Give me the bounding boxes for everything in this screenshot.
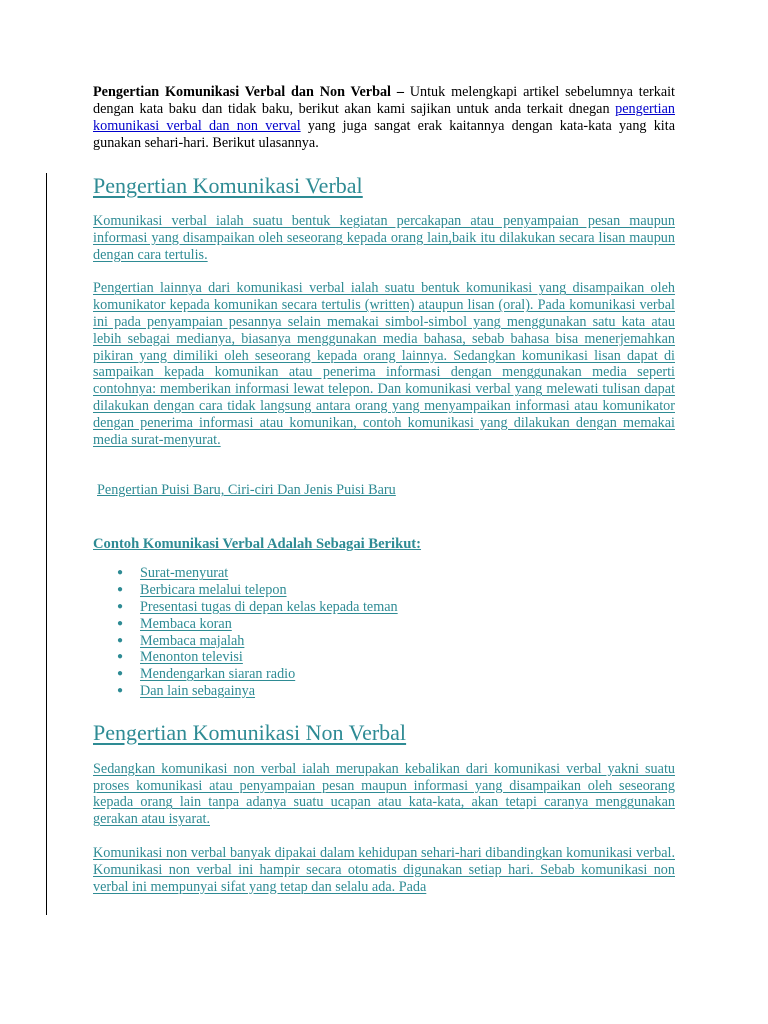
verbal-paragraph-2[interactable]: Pengertian lainnya dari komunikasi verbal ialah suatu bentuk komunikasi yang disampaikan oleh komunikator kepada komunikan secara tertulis (written) ataupun lisan (oral). Pada komunikasi verbal ini pada penyampaian pesannya selain memakai simbol-simbol yang menggunakan satu kata atau lebih sebagai medianya, biasanya menggunakan media bahasa, sebab bahasa bisa menerjemahkan pikiran yang dimiliki oleh seseorang kepada orang lainnya. Sedangkan komunikasi lisan dapat di sampaikan kepada komunikan atau penerima informasi dengan menggunakan media seperti contohnya: memberikan informasi lewat telepon. Dan komunikasi verbal yang melewati tulisan dapat dilakukan dengan cara tidak langsung antara orang yang menyampaikan informasi atau komunikator dengan penerima informasi atau komunikan, contoh komunikasi yang dilakukan dengan memakai media surat-menyurat. [93, 280, 675, 448]
bullet-icon: ● [117, 668, 124, 680]
list-item[interactable]: ● Dan lain sebagainya [117, 682, 256, 699]
bullet-icon: ● [117, 567, 124, 579]
list-item[interactable]: ● Menonton televisi [117, 649, 243, 666]
bullet-icon: ● [117, 617, 124, 629]
list-item[interactable]: ● Surat-menyurat [117, 565, 229, 582]
bullet-icon: ● [117, 584, 124, 596]
related-article-link[interactable]: Pengertian Puisi Baru, Ciri-ciri Dan Jenis Puisi Baru [97, 482, 396, 499]
heading-komunikasi-non-verbal[interactable] [93, 720, 675, 746]
intro-text-after-link: yang juga sangat erak kaitannya dengan kata-kata yang kita gunakan sehari-hari. Berikut ulasannya. [93, 118, 675, 151]
list-item[interactable]: ● Membaca majalah [117, 632, 245, 649]
related-article-link-paragraph[interactable] [93, 482, 675, 499]
heading-komunikasi-non-verbal-link[interactable]: Pengertian Komunikasi Non Verbal [93, 719, 407, 745]
list-item[interactable]: ● Berbicara melalui telepon [117, 582, 287, 599]
intro-dash: – [391, 84, 410, 100]
list-item[interactable]: ● Mendengarkan siaran radio [117, 666, 296, 683]
heading-komunikasi-verbal[interactable] [93, 173, 675, 199]
intro-text-before-link: Untuk melengkapi artikel sebelumnya terkait dengan kata baku dan tidak baku, berikut akan kami sajikan untuk anda terkait dnegan [93, 84, 675, 117]
list-item[interactable]: ● Membaca koran [117, 615, 232, 632]
nonverbal-paragraph-1[interactable]: Sedangkan komunikasi non verbal ialah merupakan kebalikan dari komunikasi verbal yakni suatu proses komunikasi atau penyampaian pesan maupun informasi yang disampaikan oleh seseorang kepada orang lain tanpa adanya suatu ucapan atau kata-kata, akan tetapi caranya menggunakan gerakan atau isyarat. [93, 760, 675, 828]
bullet-icon: ● [117, 651, 124, 663]
bullet-icon: ● [117, 684, 124, 696]
intro-paragraph [93, 84, 675, 152]
bullet-icon: ● [117, 634, 124, 646]
examples-list [93, 565, 675, 699]
bullet-icon: ● [117, 600, 124, 612]
list-item[interactable]: ● Presentasi tugas di depan kelas kepada teman [117, 598, 398, 615]
nonverbal-paragraph-2[interactable]: Komunikasi non verbal banyak dipakai dalam kehidupan sehari-hari dibandingkan komunikasi verbal. Komunikasi non verbal ini hampir secara otomatis digunakan setiap hari. Sebab komunikasi non verbal ini mempunyai sifat yang tetap dan selalu ada. Pada [93, 844, 675, 895]
heading-contoh-komunikasi-verbal[interactable]: Contoh Komunikasi Verbal Adalah Sebagai Berikut: [93, 536, 422, 553]
verbal-paragraph-1[interactable]: Komunikasi verbal ialah suatu bentuk kegiatan percakapan atau penyampaian pesan maupun informasi yang disampaikan oleh seseorang kepada orang lain,baik itu dilakukan secara lisan maupun dengan cara tertulis. [93, 213, 675, 263]
intro-article-link[interactable]: pengertian komunikasi verbal dan non verval [93, 101, 675, 134]
intro-bold-title: Pengertian Komunikasi Verbal dan Non Verbal [93, 84, 391, 100]
margin-change-bar [46, 173, 47, 915]
document-content [93, 84, 675, 895]
heading-komunikasi-verbal-link[interactable]: Pengertian Komunikasi Verbal [93, 173, 363, 198]
